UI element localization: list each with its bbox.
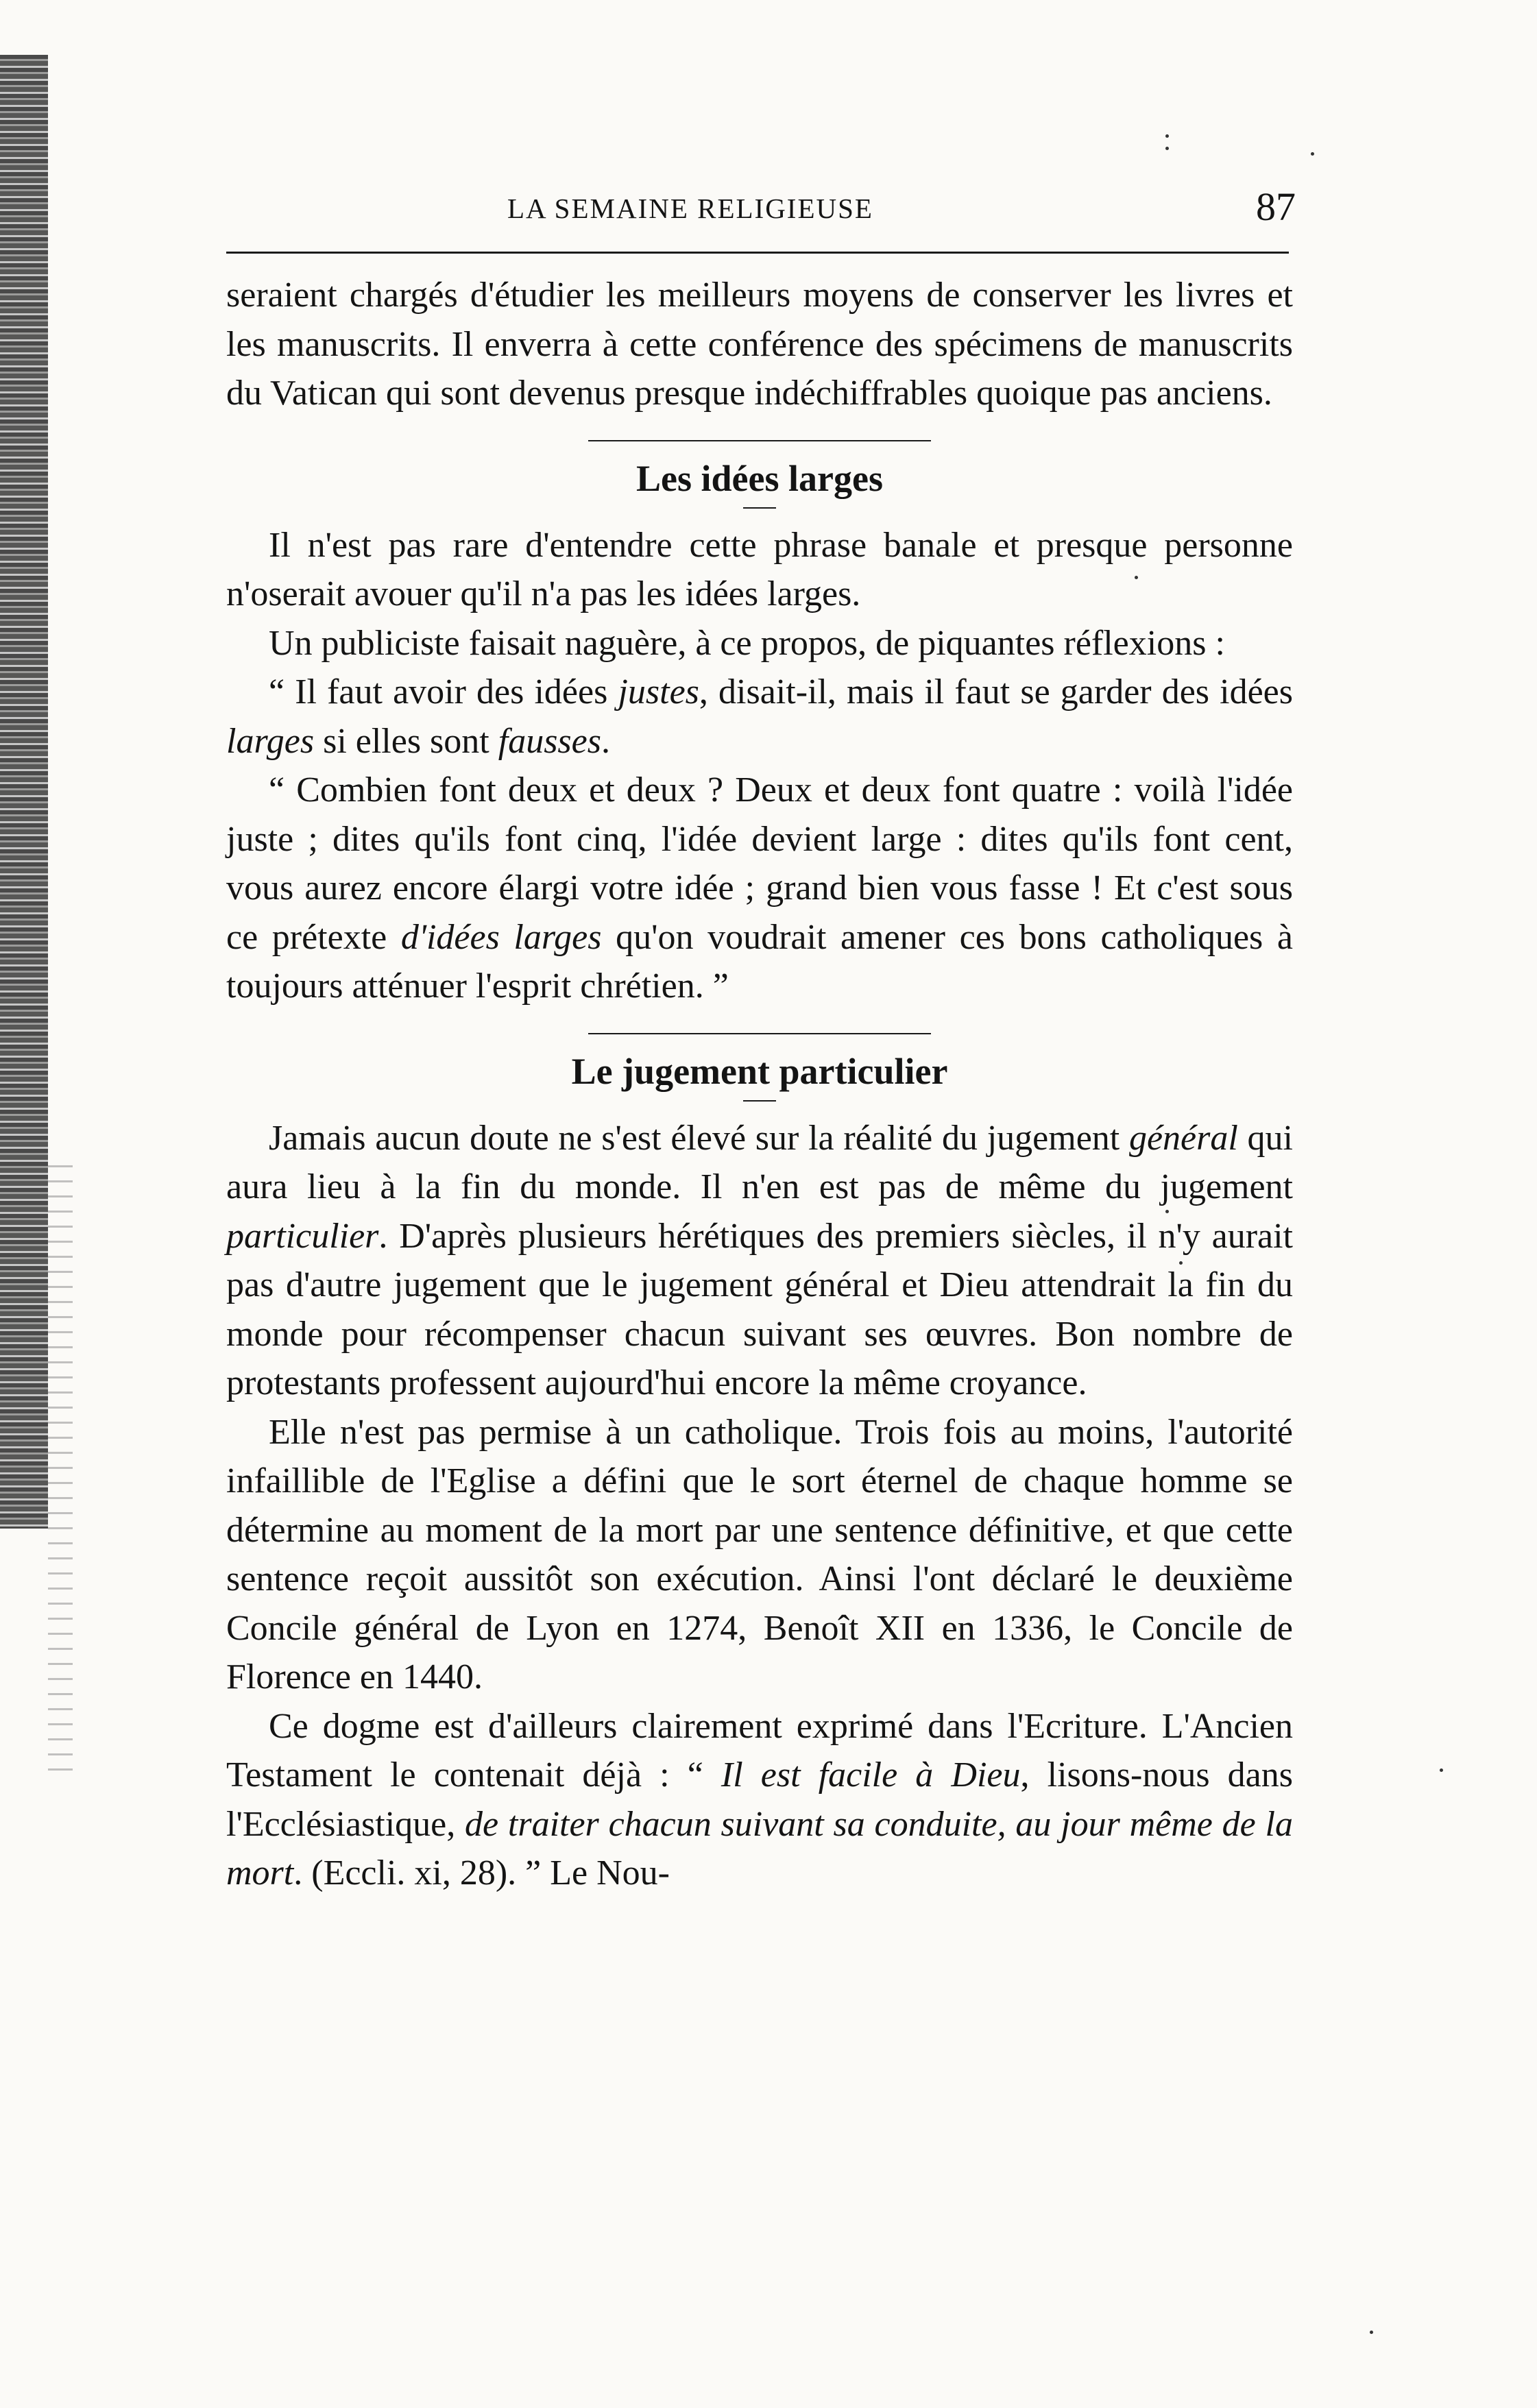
running-title: LA SEMAINE RELIGIEUSE — [507, 193, 873, 224]
scan-speck — [1179, 1261, 1183, 1265]
binding-edge — [0, 55, 48, 1529]
paragraph: Il n'est pas rare d'entendre cette phrase banale et presque personne n'oserait avouer qu'il n'a pas les idées larges. — [226, 525, 1293, 613]
paragraph: Elle n'est pas permise à un catholique. Trois fois au moins, l'autorité infaillible de l'Eglise a défini que le sort éternel de chaque homme se détermine au moment de la mort par une sentence définitive, et que cette sentence reçoit aussitôt son exécution. Ainsi l'ont déclaré le deuxième Concile général de Lyon en 1274, Benoît XII en 1336, le Concile de Florence en 1440. — [226, 1412, 1293, 1696]
section-title-jugement-particulier: Le jugement particulier — [571, 1050, 948, 1092]
page-number: 87 — [1256, 184, 1296, 229]
section-separator — [588, 440, 931, 441]
paragraph: Un publiciste faisait naguère, à ce propos, de piquantes réflexions : — [269, 623, 1225, 663]
quote-paragraph: “ Combien font deux et deux ? Deux et deux font quatre : voilà l'idée juste ; dites qu'ils font cinq, l'idée devient large : dites qu'ils font cent, vous aurez encore élargi votre idée ; grand bien vous fasse ! Et c'est sous ce prétexte d'idées larges qu'on voudrait amener ces bons catholiques à toujours atténuer l'esprit chrétien. ” — [226, 770, 1293, 1006]
intro-paragraph: seraient chargés d'étudier les meilleurs moyens de conserver les livres et les manuscrits. Il enverra à cette conférence des spécimens de manuscrits du Vatican qui sont devenus presque indéchiffrables quoique pas anciens. — [226, 276, 1293, 413]
scan-speck — [1311, 152, 1314, 156]
header-rule — [226, 252, 1289, 254]
scan-speck — [1165, 1210, 1169, 1213]
section-separator — [588, 1033, 931, 1034]
section-title-idees-larges: Les idées larges — [636, 457, 883, 499]
running-head — [226, 180, 1296, 234]
scan-speck — [1135, 576, 1138, 579]
scan-speck — [1370, 2331, 1373, 2334]
binding-shadow — [48, 1165, 73, 1782]
scan-speck — [1165, 134, 1169, 138]
quote-paragraph: “ Il faut avoir des idées justes, disait-il, mais il faut se garder des idées larges si elles sont fausses. — [226, 672, 1293, 761]
paragraph: Jamais aucun doute ne s'est élevé sur la réalité du jugement général qui aura lieu à la fin du monde. Il n'en est pas de même du jugement particulier. D'après plusieurs hérétiques des premiers siècles, il n'y aurait pas d'autre jugement que le jugement général et Dieu attendrait la fin du monde pour récompenser chacun suivant ses œuvres. Bon nombre de protestants professent aujourd'hui encore la même croyance. — [226, 1118, 1293, 1402]
paragraph: Ce dogme est d'ailleurs clairement exprimé dans l'Ecriture. L'Ancien Testament le contenait déjà : “ Il est facile à Dieu, lisons-nous dans l'Ecclésiastique, de traiter chacun suivant sa conduite, au jour même de la mort. (Eccli. xi, 28). ” Le Nou- — [226, 1706, 1293, 1893]
title-dash — [743, 507, 776, 509]
scan-speck — [1440, 1768, 1443, 1772]
title-dash — [743, 1100, 776, 1102]
body-text — [226, 271, 1293, 1898]
scan-speck — [1165, 147, 1169, 150]
